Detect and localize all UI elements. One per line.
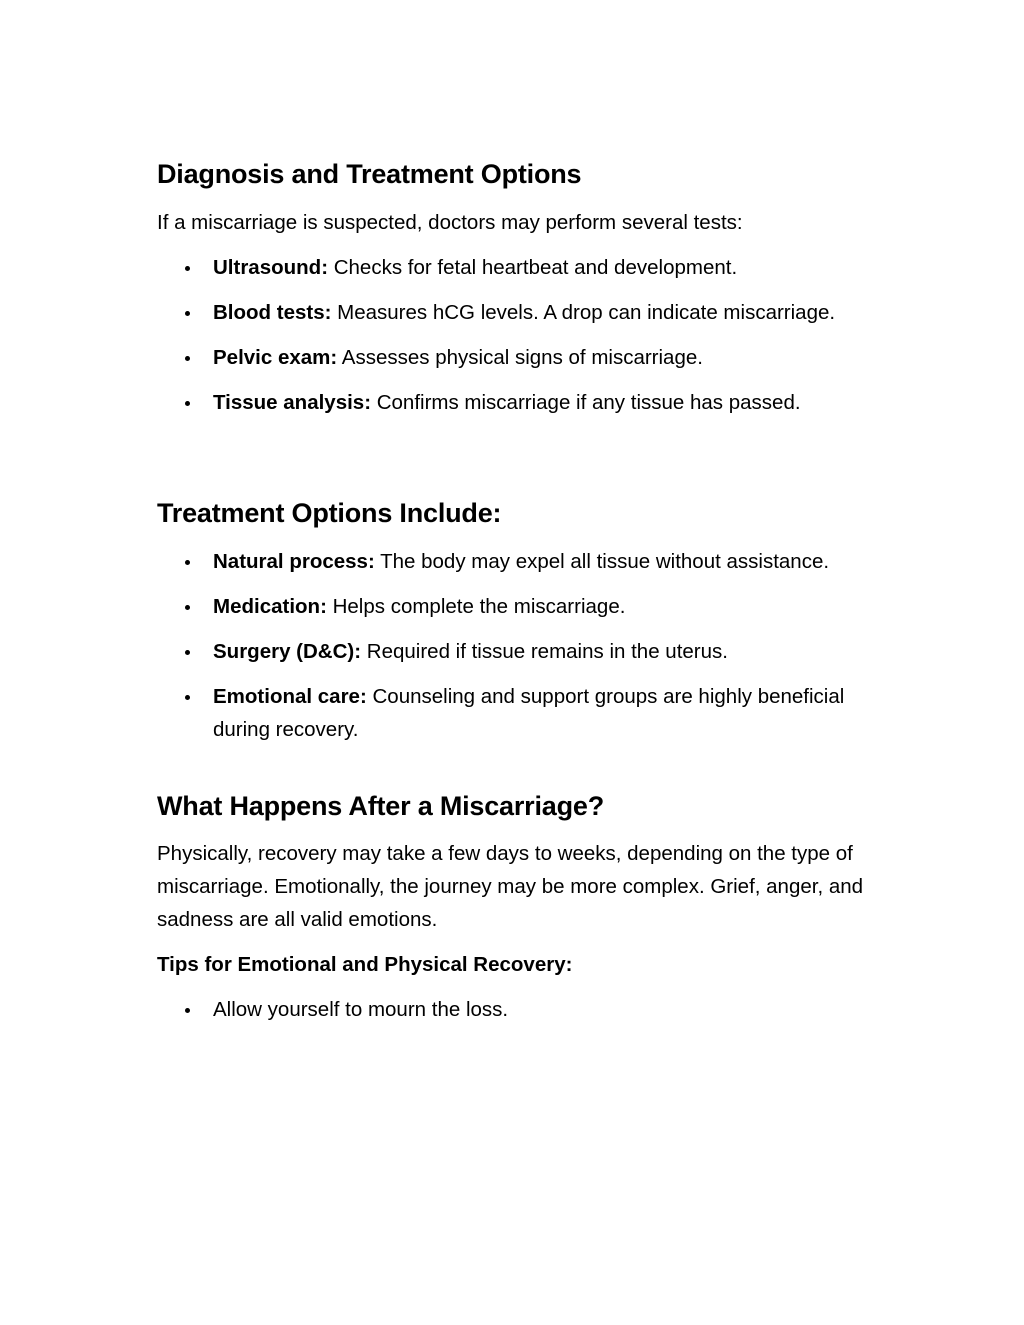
bullet-icon <box>185 695 190 700</box>
list-item-text: Allow yourself to mourn the loss. <box>213 998 509 1022</box>
list-item-term: Emotional care: <box>213 684 367 708</box>
bullet-icon <box>185 605 190 610</box>
section-heading-after: What Happens After a Miscarriage? <box>157 790 605 821</box>
list-item <box>157 296 867 329</box>
list-item-term: Pelvic exam: <box>213 345 338 369</box>
list-item <box>157 545 867 578</box>
list-item-term: Tissue analysis: <box>213 390 372 414</box>
treatment-list <box>157 545 867 746</box>
list-item-text: Measures hCG levels. A drop can indicate miscarriage. <box>331 300 836 324</box>
list-item-text: Helps complete the miscarriage. <box>326 594 626 618</box>
bullet-icon <box>185 311 190 316</box>
section-treatment <box>157 497 867 746</box>
section-diagnosis <box>157 158 867 419</box>
list-item <box>157 386 867 419</box>
list-item <box>157 251 867 284</box>
list-item-text: The body may expel all tissue without assistance. <box>374 549 830 573</box>
list-item-text: Counseling and support groups are highly beneficial during recovery. <box>213 684 845 741</box>
bullet-icon <box>185 401 190 406</box>
list-item <box>157 993 867 1026</box>
list-item-text: Confirms miscarriage if any tissue has passed. <box>371 390 801 414</box>
bullet-icon <box>185 1008 190 1013</box>
list-item-text: Checks for fetal heartbeat and development. <box>328 255 738 279</box>
list-item-term: Medication: <box>213 594 327 618</box>
tips-list <box>157 993 867 1026</box>
list-item-term: Natural process: <box>213 549 375 573</box>
list-item <box>157 680 867 746</box>
list-item-term: Ultrasound: <box>213 255 329 279</box>
after-paragraph: Physically, recovery may take a few days to weeks, depending on the type of miscarriage. Emotionally, the journey may be more complex. Grief, anger, and sadness are all valid emotions. <box>157 842 864 932</box>
section-after <box>157 790 867 1027</box>
bullet-icon <box>185 266 190 271</box>
list-item <box>157 635 867 668</box>
section-heading-treatment: Treatment Options Include: <box>157 497 502 528</box>
list-item <box>157 341 867 374</box>
diagnosis-intro: If a miscarriage is suspected, doctors may perform several tests: <box>157 210 743 234</box>
list-item-text: Assesses physical signs of miscarriage. <box>337 345 703 369</box>
list-item <box>157 590 867 623</box>
tips-heading: Tips for Emotional and Physical Recovery: <box>157 953 573 977</box>
document-page <box>157 158 867 1038</box>
list-item-term: Blood tests: <box>213 300 332 324</box>
diagnosis-list <box>157 251 867 419</box>
list-item-text: Required if tissue remains in the uterus. <box>361 639 728 663</box>
bullet-icon <box>185 560 190 565</box>
bullet-icon <box>185 356 190 361</box>
list-item-term: Surgery (D&C): <box>213 639 362 663</box>
bullet-icon <box>185 650 190 655</box>
section-heading-diagnosis: Diagnosis and Treatment Options <box>157 159 582 189</box>
